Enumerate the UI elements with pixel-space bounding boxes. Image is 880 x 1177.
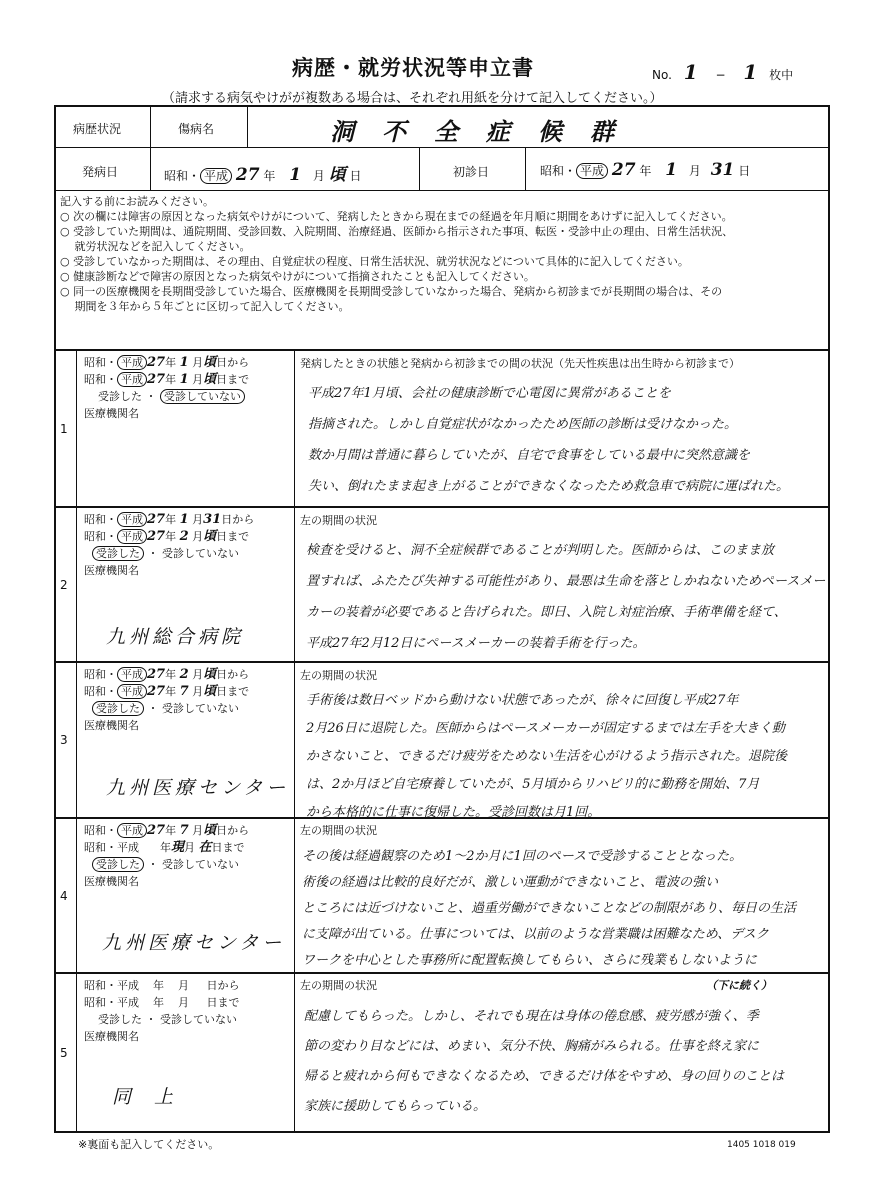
year-unit: 年 [263, 169, 276, 183]
year-unit: 年 [165, 513, 177, 526]
from-year: 27 [147, 823, 166, 838]
instruction-item: 就労状況などを記入してください。 [60, 240, 251, 253]
from-unit: 日から [221, 513, 255, 526]
month-unit: 月 [688, 164, 701, 178]
year-unit: 年 [165, 373, 177, 386]
until-unit: 日まで [216, 530, 250, 543]
onset-month: 1 [289, 165, 302, 185]
narrative-line: 失い、倒れたまま起き上がることができなくなったため救急車で病院に運ばれた。 [308, 479, 790, 494]
first-day: 31 [710, 160, 735, 180]
from-month: 2 [179, 667, 189, 682]
era-showa-heisei: 昭和・平成 [84, 979, 139, 992]
narrative-line: 術後の経過は比較的良好だが、激しい運動ができないこと、電波の強い [302, 875, 719, 890]
narrative-line: 配慮してもらった。しかし、それでも現在は身体の倦怠感、疲労感が強く、季 [304, 1009, 759, 1024]
year-unit: 年 [165, 530, 177, 543]
year-unit: 年 [153, 979, 164, 992]
from-unit: 日から [216, 824, 250, 837]
from-unit: 日から [206, 979, 240, 992]
period-from [84, 354, 290, 371]
era-showa: 昭和・ [540, 164, 577, 178]
from-year: 27 [147, 667, 166, 682]
year-unit: 年 [165, 356, 177, 369]
institution-label: 医療機関名 [84, 1030, 139, 1043]
page-title: 病歴・就労状況等申立書 [292, 56, 534, 80]
row-number: 5 [60, 1046, 68, 1060]
divider [54, 147, 830, 148]
institution-label: 医療機関名 [84, 875, 139, 888]
divider [54, 190, 830, 191]
period-to [84, 371, 290, 388]
page-prefix: No. [652, 68, 672, 82]
first-visit-date [540, 160, 750, 180]
separator-dot: ・ [147, 547, 159, 560]
page-total: 1 [743, 60, 758, 84]
narrative [304, 1002, 784, 1122]
from-day: 頃 [203, 355, 217, 370]
era-showa: 昭和・ [84, 824, 117, 837]
month-unit: 月 [178, 996, 189, 1009]
instructions [60, 194, 822, 314]
narrative-line: 家族に援助してもらっている。 [304, 1099, 487, 1114]
era-showa: 昭和・ [84, 513, 117, 526]
row-header: 左の期間の状況 [300, 979, 377, 992]
year-unit: 年 [639, 164, 652, 178]
institution-name: 同 上 [112, 1086, 176, 1108]
separator-dot: ・ [145, 1013, 157, 1026]
month-unit: 月 [192, 513, 204, 526]
from-day: 31 [203, 512, 222, 527]
continued-note: （下に続く） [706, 979, 772, 992]
day-unit: 日 [738, 164, 751, 178]
month-unit: 月 [184, 841, 195, 854]
era-heisei-circled: 平成 [117, 372, 147, 387]
to-year: 27 [147, 684, 166, 699]
institution-name: 九州総合病院 [106, 626, 245, 648]
not-visited-option: 受診していない [162, 858, 239, 871]
visit-status [84, 388, 290, 405]
instructions-intro: 記入する前にお読みください。 [60, 195, 214, 208]
to-day: 頃 [203, 529, 217, 544]
visit-status [84, 700, 290, 717]
period-to [84, 994, 290, 1011]
era-heisei-circled: 平成 [200, 168, 232, 184]
from-unit: 日から [216, 356, 250, 369]
until-unit: 日まで [206, 996, 240, 1009]
to-month: 2 [179, 529, 189, 544]
page-current: 1 [683, 60, 698, 84]
year-unit: 年 [165, 668, 177, 681]
visited-option-circled: 受診した [92, 701, 144, 716]
era-heisei-circled: 平成 [117, 512, 147, 527]
narrative-line: 数か月間は普通に暮らしていたが、自宅で食事をしている最中に突然意識を [308, 448, 751, 463]
divider [247, 105, 248, 147]
narrative-line: その後は経過観察のため1〜2か月に1回のペースで受診することとなった。 [302, 849, 743, 864]
visit-status [84, 1011, 290, 1028]
first-visit-label: 初診日 [453, 165, 490, 179]
narrative [306, 535, 825, 659]
divider [525, 147, 526, 190]
row-divider [54, 349, 830, 351]
era-heisei-circled: 平成 [117, 529, 147, 544]
to-month: 7 [179, 684, 189, 699]
from-unit: 日から [216, 668, 250, 681]
row-number: 4 [60, 889, 68, 903]
narrative-line: カーの装着が必要であると告げられた。即日、入院し対症治療、手術準備を経て、 [306, 605, 787, 620]
disease-label: 傷病名 [178, 122, 215, 136]
era-showa: 昭和・ [84, 373, 117, 386]
narrative-line: 検査を受けると、洞不全症候群であることが判明した。医師からは、このまま放 [306, 543, 775, 558]
subtitle: （請求する病気やけがが複数ある場合は、それぞれ用紙を分けて記入してください。） [162, 91, 663, 106]
from-month: 1 [179, 512, 189, 527]
institution-label: 医療機関名 [84, 719, 139, 732]
form-code: 1405 1018 019 [727, 1140, 796, 1150]
era-heisei-circled: 平成 [117, 684, 147, 699]
to-day: 在 [198, 840, 212, 855]
from-year: 27 [147, 512, 166, 527]
separator-dot: ・ [147, 702, 159, 715]
separator-dot: ・ [147, 858, 159, 871]
narrative-line: ワークを中心とした事務所に配置転換してもらい、さらに残業もしないように [302, 953, 758, 968]
from-month: 7 [179, 823, 189, 838]
narrative-line: に支障が出ている。仕事については、以前のような営業職は困難なため、デスク [302, 927, 769, 942]
era-heisei-circled: 平成 [117, 667, 147, 682]
onset-label: 発病日 [82, 165, 119, 179]
visited-option-circled: 受診した [92, 857, 144, 872]
not-visited-option: 受診していない [162, 702, 239, 715]
narrative-line: ところには近づけないこと、過重労働ができないことなどの制限があり、毎日の生活 [302, 901, 797, 916]
month-unit: 月 [192, 530, 204, 543]
from-day: 頃 [203, 667, 217, 682]
visited-option-circled: 受診した [92, 546, 144, 561]
first-year: 27 [611, 160, 636, 180]
from-year: 27 [147, 355, 166, 370]
page-number [652, 60, 793, 84]
visit-status [84, 545, 290, 562]
month-unit: 月 [178, 979, 189, 992]
row-header: 左の期間の状況 [300, 824, 377, 837]
narrative-line: 節の変わり目などには、めまい、気分不快、胸痛がみられる。仕事を終え家に [304, 1039, 760, 1054]
era-showa: 昭和・ [84, 530, 117, 543]
first-month: 1 [665, 160, 678, 180]
instruction-item: ○ 同一の医療機関を長期間受診していた場合、医療機関を長期間受診していなかった場合、発病から初診までが長期間の場合は、その [60, 285, 723, 298]
not-visited-option-circled: 受診していない [160, 389, 245, 404]
narrative-line: 手術後は数日ベッドから動けない状態であったが、徐々に回復し平成27年 [306, 693, 739, 708]
visit-status [84, 856, 290, 873]
era-showa: 昭和・ [84, 356, 117, 369]
row-number: 3 [60, 733, 68, 747]
era-heisei-circled: 平成 [117, 355, 147, 370]
institution-label: 医療機関名 [84, 407, 139, 420]
to-day: 頃 [203, 372, 217, 387]
visited-option: 受診した [98, 1013, 142, 1026]
period-block [84, 666, 290, 734]
instruction-item: ○ 受診していなかった期間は、その理由、自覚症状の程度、日常生活状況、就労状況などについて具体的に記入してください。 [60, 255, 689, 268]
row-divider [54, 506, 830, 508]
history-label: 病歴状況 [73, 122, 122, 136]
row-number: 2 [60, 578, 68, 592]
onset-date [164, 160, 362, 185]
narrative [308, 378, 789, 502]
row-divider [54, 661, 830, 663]
month-unit: 月 [192, 685, 204, 698]
narrative-line: 指摘された。しかし自覚症状がなかったため医師の診断は受けなかった。 [308, 417, 738, 432]
era-showa: 昭和・ [84, 668, 117, 681]
year-unit: 年 [159, 841, 171, 854]
narrative [306, 687, 787, 827]
from-day: 頃 [203, 823, 217, 838]
period-block [84, 511, 290, 579]
month-unit: 月 [192, 824, 204, 837]
era-showa-heisei: 昭和・平成 [84, 996, 139, 1009]
divider [419, 147, 420, 190]
onset-day: 頃 [328, 165, 346, 185]
not-visited-option: 受診していない [160, 1013, 237, 1026]
period-block [84, 354, 290, 422]
institution-name: 九州医療センター [106, 777, 290, 799]
month-unit: 月 [192, 356, 204, 369]
row-header: 左の期間の状況 [300, 514, 377, 527]
to-month: 1 [179, 372, 189, 387]
period-from [84, 511, 290, 528]
footer-note: ※裏面も記入してください。 [78, 1138, 220, 1151]
row-number: 1 [60, 422, 68, 436]
era-heisei-circled: 平成 [576, 163, 608, 179]
narrative-line: 平成27年1月頃、会社の健康診断で心電図に異常があることを [308, 386, 671, 401]
period-to [84, 683, 290, 700]
instruction-item: ○ 受診していた期間は、通院期間、受診回数、入院期間、治療経過、医師から指示された事項、転医・受診中止の理由、日常生活状況、 [60, 225, 734, 238]
narrative-line: かさないこと、できるだけ疲労をためない生活を心がけるよう指示された。退院後 [306, 749, 788, 764]
from-month: 1 [179, 355, 189, 370]
month-unit: 月 [192, 373, 204, 386]
period-block [84, 977, 290, 1045]
institution-name: 九州医療センター [102, 932, 286, 954]
to-month: 現 [170, 840, 184, 855]
period-from [84, 977, 290, 994]
disease-name: 洞不全症候群 [330, 117, 642, 146]
period-to [84, 839, 290, 856]
narrative-line: 2月26日に退院した。医師からはペースメーカーが固定するまでは左手を大きく動 [306, 721, 785, 736]
page-dash: − [715, 68, 726, 82]
to-day: 頃 [203, 684, 217, 699]
page-suffix: 枚中 [769, 68, 794, 82]
instruction-item: ○ 次の欄には障害の原因となった病気やけがについて、発病したときから現在までの経過を年月順に期間をあけずに記入してください。 [60, 210, 733, 223]
period-from [84, 822, 290, 839]
instruction-item: 期間を３年から５年ごとに区切って記入してください。 [60, 300, 350, 313]
period-block [84, 822, 290, 890]
era-showa: 昭和・ [84, 685, 117, 698]
narrative-line: から本格的に仕事に復帰した。受診回数は月1回。 [306, 805, 601, 820]
separator-dot: ・ [145, 390, 157, 403]
month-unit: 月 [192, 668, 204, 681]
era-showa: 昭和・ [164, 169, 201, 183]
narrative-line: は、2か月ほど自宅療養していたが、5月頃からリハビリ的に勤務を開始、7月 [306, 777, 760, 792]
divider [150, 105, 151, 190]
to-year: 27 [147, 372, 166, 387]
month-unit: 月 [312, 169, 325, 183]
to-year: 27 [147, 529, 166, 544]
visited-option: 受診した [98, 390, 142, 403]
day-unit: 日 [349, 169, 362, 183]
institution-label: 医療機関名 [84, 564, 139, 577]
narrative-line: 帰ると疲れから何もできなくなるため、できるだけ体をやすめ、身の回りのことは [304, 1069, 784, 1084]
period-from [84, 666, 290, 683]
year-unit: 年 [165, 824, 177, 837]
until-unit: 日まで [211, 841, 245, 854]
narrative [302, 844, 796, 974]
narrative-line: 平成27年2月12日にペースメーカーの装着手術を行った。 [306, 636, 646, 651]
row-header: 発病したときの状態と発病から初診までの間の状況（先天性疾患は出生時から初診まで） [300, 357, 740, 370]
not-visited-option: 受診していない [162, 547, 239, 560]
narrative-line: 置すれば、ふたたび失神する可能性があり、最悪は生命を落としかねないためペースメー [306, 574, 826, 589]
period-to [84, 528, 290, 545]
row-header: 左の期間の状況 [300, 669, 377, 682]
instruction-item: ○ 健康診断などで障害の原因となった病気やけがについて指摘されたことも記入してください。 [60, 270, 535, 283]
until-unit: 日まで [216, 373, 250, 386]
era-showa-heisei: 昭和・平成 [84, 841, 139, 854]
until-unit: 日まで [216, 685, 250, 698]
divider [294, 349, 295, 1133]
onset-year: 27 [235, 165, 260, 185]
year-unit: 年 [165, 685, 177, 698]
year-unit: 年 [153, 996, 164, 1009]
divider [76, 349, 77, 1133]
era-heisei-circled: 平成 [117, 823, 147, 838]
